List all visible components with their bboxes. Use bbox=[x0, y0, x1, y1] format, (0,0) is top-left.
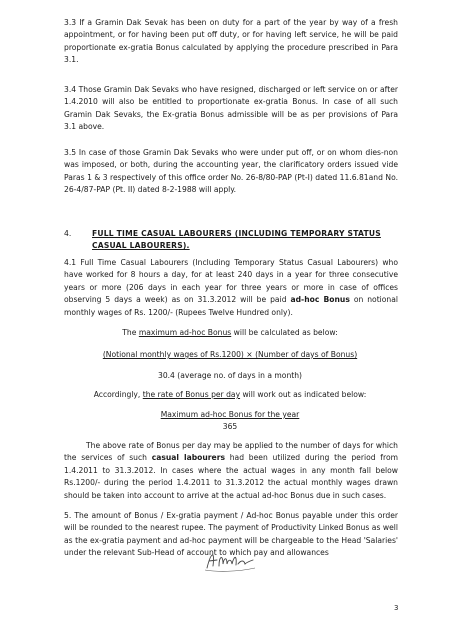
section-4-heading-line2: CASUAL LABOURERS). bbox=[92, 241, 190, 250]
rate-numerator: Maximum ad-hoc Bonus for the year bbox=[160, 410, 300, 419]
para-rate-text-b: had been utilized during the period from 1.4.2011 to 31.3.2012. In cases where the actual wages in any month fall below Rs.1200/- during the period 1.4.2011 to 31.3.2012 the actual monthly wages drawn should be taken into account to arrive at the actual ad-hoc Bonus due in such cases. bbox=[64, 453, 398, 500]
signature-icon bbox=[203, 548, 259, 574]
para-3-5: 3.5 In case of those Gramin Dak Sevaks who were under put off, or on whom dies-non was imposed, or both, during the accounting year, the clarificatory orders issued vide Paras 1 & 3 respectively of this office order No. 26-8/80-PAP (Pt-I) dated 11.6.81and No. 26-4/87-PAP (Pt. II) dated 8-2-1988 will apply. bbox=[64, 148, 398, 195]
section-4-heading-line1: FULL TIME CASUAL LABOURERS (INCLUDING TEMPORARY STATUS bbox=[92, 229, 381, 238]
section-4-number: 4. bbox=[64, 229, 72, 238]
max-bonus-line bbox=[50, 327, 410, 339]
max-bonus-underlined: maximum ad-hoc Bonus bbox=[138, 328, 232, 337]
para-4-1-text-a: 4.1 Full Time Casual Labourers (Including Temporary Status Casual Labourers) who have worked for 8 hours a day, for at least 240 days in a year for three consecutive years or more (206 days in each year for three years or more in case of offices observing 5 days a week) as on 31.3.2012 will be paid bbox=[64, 258, 398, 305]
formula-denominator: 30.4 (average no. of days in a month) bbox=[157, 371, 303, 380]
rate-pre: Accordingly, bbox=[93, 390, 143, 399]
rate-denominator: 365 bbox=[222, 422, 238, 431]
para-4-1-text-b: on notional monthly wages of Rs. 1200/- (Rupees Twelve Hundred only). bbox=[64, 295, 399, 317]
para-4-1 bbox=[64, 257, 398, 319]
page-number: 3 bbox=[394, 604, 399, 612]
rate-line bbox=[50, 389, 410, 401]
para-rate-bold: casual labourers bbox=[151, 453, 225, 463]
rate-post: will work out as indicated below: bbox=[240, 390, 367, 399]
max-bonus-pre: The bbox=[122, 328, 139, 337]
para-rate-text-a: The above rate of Bonus per day may be applied to the number of days for which the services of such bbox=[64, 441, 398, 463]
para-3-4: 3.4 Those Gramin Dak Sevaks who have resigned, discharged or left service on or after 1.4.2010 will also be entitled to proportionate ex-gratia Bonus. In case of all such Gramin Dak Sevaks, the Ex-gratia Bonus admissible will be as per provisions of Para 3.1 above. bbox=[64, 85, 398, 132]
para-rate-applied bbox=[64, 440, 398, 502]
para-3-3: 3.3 If a Gramin Dak Sevak has been on duty for a part of the year by way of a fresh appointment, or for having been put off duty, or for having left service, he will be paid proportionate ex-gratia Bonus calculated by applying the procedure prescribed in Para 3.1. bbox=[64, 18, 398, 65]
para-4-1-bold: ad-hoc Bonus bbox=[290, 295, 350, 305]
rate-underlined: the rate of Bonus per day bbox=[142, 390, 241, 399]
max-bonus-post: will be calculated as below: bbox=[231, 328, 338, 337]
para-5: 5. The amount of Bonus / Ex-gratia payment / Ad-hoc Bonus payable under this order will be rounded to the nearest rupee. The payment of Productivity Linked Bonus as well as the ex-gratia payment and ad-hoc payment will be chargeable to the Head 'Salaries' under the relevant Sub-Head of account to which pay and allowances bbox=[64, 511, 398, 558]
formula-numerator: (Notional monthly wages of Rs.1200) × (Number of days of Bonus) bbox=[102, 350, 358, 359]
